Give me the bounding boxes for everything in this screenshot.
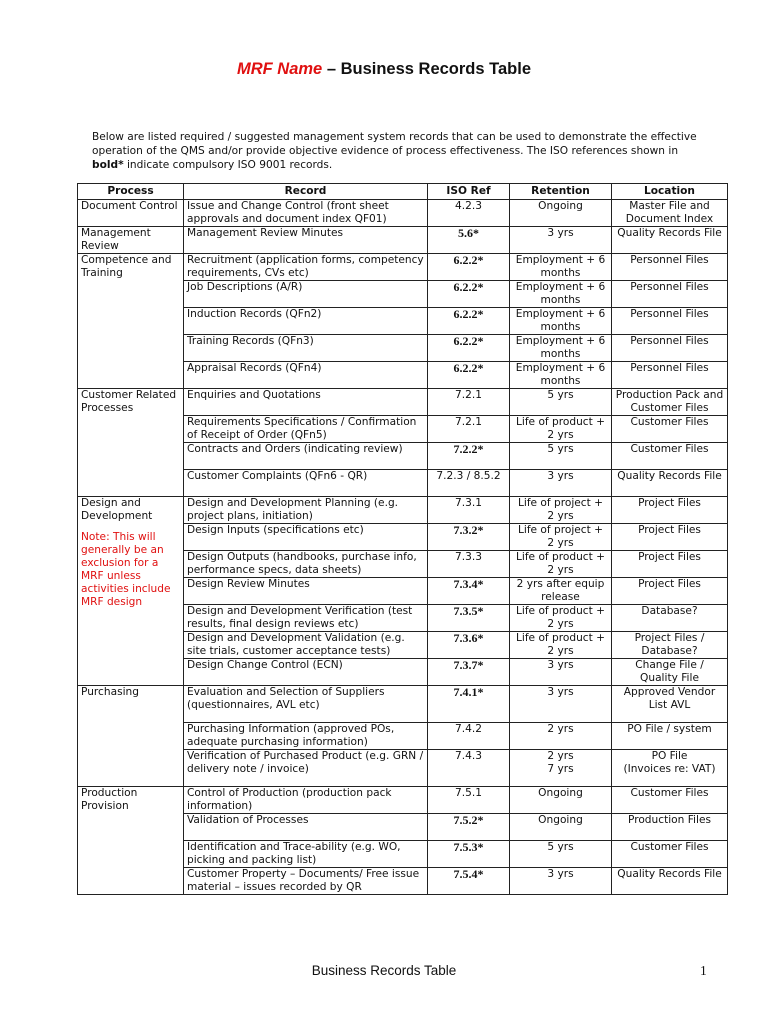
record-cell: Validation of Processes — [184, 814, 428, 841]
location-cell: Quality Records File — [612, 227, 728, 254]
location-cell: Change File / Quality File — [612, 659, 728, 686]
process-cell — [78, 200, 184, 227]
iso-ref-cell: 7.3.6* — [428, 632, 510, 659]
iso-ref-cell: 7.2.1 — [428, 416, 510, 443]
retention-cell: 2 yrs — [510, 723, 612, 750]
retention-cell: 3 yrs — [510, 868, 612, 895]
header-retention: Retention — [510, 184, 612, 200]
header-iso-ref: ISO Ref — [428, 184, 510, 200]
iso-ref-cell: 7.3.7* — [428, 659, 510, 686]
record-cell: Identification and Trace-ability (e.g. WO, picking and packing list) — [184, 841, 428, 868]
location-cell: PO File (Invoices re: VAT) — [612, 750, 728, 787]
iso-ref-cell: 7.2.2* — [428, 443, 510, 470]
iso-ref-cell: 7.3.5* — [428, 605, 510, 632]
record-cell: Induction Records (QFn2) — [184, 308, 428, 335]
retention-cell: 2 yrs after equip release — [510, 578, 612, 605]
record-cell: Customer Complaints (QFn6 - QR) — [184, 470, 428, 497]
process-name: Design and Development — [81, 497, 153, 522]
iso-ref-cell: 7.3.3 — [428, 551, 510, 578]
iso-ref-cell: 7.5.1 — [428, 787, 510, 814]
record-cell: Design and Development Validation (e.g. site trials, customer acceptance tests) — [184, 632, 428, 659]
records-table — [77, 183, 728, 895]
table-row — [78, 200, 728, 227]
location-cell: Project Files — [612, 497, 728, 524]
header-location: Location — [612, 184, 728, 200]
retention-cell: 5 yrs — [510, 443, 612, 470]
location-cell: Approved Vendor List AVL — [612, 686, 728, 723]
table-row — [78, 254, 728, 281]
iso-ref-cell: 6.2.2* — [428, 281, 510, 308]
location-cell: Project Files — [612, 578, 728, 605]
retention-cell: Ongoing — [510, 814, 612, 841]
header-row — [78, 184, 728, 200]
title-suffix: – Business Records Table — [322, 60, 532, 78]
record-cell: Customer Property – Documents/ Free issue material – issues recorded by QR — [184, 868, 428, 895]
process-name: Production Provision — [81, 787, 138, 812]
retention-cell: Employment + 6 months — [510, 335, 612, 362]
process-cell — [78, 497, 184, 686]
mrf-name: MRF Name — [236, 60, 323, 78]
record-cell: Recruitment (application forms, competency requirements, CVs etc) — [184, 254, 428, 281]
record-cell: Requirements Specifications / Confirmation of Receipt of Order (QFn5) — [184, 416, 428, 443]
record-cell: Issue and Change Control (front sheet approvals and document index QF01) — [184, 200, 428, 227]
record-cell: Control of Production (production pack information) — [184, 787, 428, 814]
retention-cell: Employment + 6 months — [510, 362, 612, 389]
location-cell: Master File and Document Index — [612, 200, 728, 227]
retention-cell: Life of product + 2 yrs — [510, 632, 612, 659]
records-body — [78, 200, 728, 895]
table-row — [78, 497, 728, 524]
process-cell — [78, 389, 184, 497]
location-cell: Production Pack and Customer Files — [612, 389, 728, 416]
footer-label: Business Records Table — [311, 963, 457, 978]
table-row — [78, 227, 728, 254]
process-cell — [78, 686, 184, 787]
record-cell: Design and Development Planning (e.g. project plans, initiation) — [184, 497, 428, 524]
iso-ref-cell: 6.2.2* — [428, 308, 510, 335]
retention-cell: 5 yrs — [510, 389, 612, 416]
location-cell: Database? — [612, 605, 728, 632]
location-cell: Personnel Files — [612, 308, 728, 335]
iso-ref-cell: 5.6* — [428, 227, 510, 254]
record-cell: Evaluation and Selection of Suppliers (questionnaires, AVL etc) — [184, 686, 428, 723]
record-cell: Enquiries and Quotations — [184, 389, 428, 416]
table-row — [78, 686, 728, 723]
process-name: Purchasing — [81, 686, 139, 698]
retention-cell: Life of project + 2 yrs — [510, 524, 612, 551]
retention-cell: 2 yrs 7 yrs — [510, 750, 612, 787]
location-cell: Quality Records File — [612, 470, 728, 497]
location-cell: Project Files — [612, 524, 728, 551]
iso-ref-cell: 7.4.3 — [428, 750, 510, 787]
intro-text: Below are listed required / suggested management system records that can be used to demonstrate the effective operation of the QMS and/or provide objective evidence of process effectiveness. The ISO references shown in — [92, 131, 697, 157]
retention-cell: Employment + 6 months — [510, 308, 612, 335]
page-number: 1 — [700, 963, 707, 978]
process-name: Document Control — [81, 200, 178, 212]
record-cell: Management Review Minutes — [184, 227, 428, 254]
iso-ref-cell: 7.5.2* — [428, 814, 510, 841]
iso-ref-cell: 6.2.2* — [428, 335, 510, 362]
iso-ref-cell: 7.2.3 / 8.5.2 — [428, 470, 510, 497]
retention-cell: Life of product + 2 yrs — [510, 416, 612, 443]
retention-cell: Ongoing — [510, 200, 612, 227]
intro-bold: bold* — [92, 159, 124, 171]
location-cell: Project Files / Database? — [612, 632, 728, 659]
record-cell: Design Change Control (ECN) — [184, 659, 428, 686]
iso-ref-cell: 7.4.2 — [428, 723, 510, 750]
location-cell: Customer Files — [612, 787, 728, 814]
retention-cell: 3 yrs — [510, 227, 612, 254]
iso-ref-cell: 7.3.1 — [428, 497, 510, 524]
location-cell: Project Files — [612, 551, 728, 578]
iso-ref-cell: 4.2.3 — [428, 200, 510, 227]
iso-ref-cell: 6.2.2* — [428, 362, 510, 389]
retention-cell: Ongoing — [510, 787, 612, 814]
record-cell: Verification of Purchased Product (e.g. GRN / delivery note / invoice) — [184, 750, 428, 787]
retention-cell: Life of project + 2 yrs — [510, 497, 612, 524]
location-cell: Production Files — [612, 814, 728, 841]
location-cell: Quality Records File — [612, 868, 728, 895]
retention-cell: Life of product + 2 yrs — [510, 605, 612, 632]
location-cell: PO File / system — [612, 723, 728, 750]
iso-ref-cell: 7.3.4* — [428, 578, 510, 605]
retention-cell: 5 yrs — [510, 841, 612, 868]
retention-cell: 3 yrs — [510, 659, 612, 686]
iso-ref-cell: 7.4.1* — [428, 686, 510, 723]
retention-cell: Employment + 6 months — [510, 281, 612, 308]
intro-text-2: indicate compulsory ISO 9001 records. — [123, 159, 333, 171]
exclusion-note: Note: This will generally be an exclusion for a MRF unless activities include MRF design — [81, 531, 171, 608]
iso-ref-cell: 6.2.2* — [428, 254, 510, 281]
intro-paragraph — [92, 130, 702, 172]
record-cell: Design and Development Verification (test results, final design reviews etc) — [184, 605, 428, 632]
record-cell: Training Records (QFn3) — [184, 335, 428, 362]
location-cell: Customer Files — [612, 416, 728, 443]
table-row — [78, 389, 728, 416]
record-cell: Design Review Minutes — [184, 578, 428, 605]
iso-ref-cell: 7.5.4* — [428, 868, 510, 895]
process-cell — [78, 227, 184, 254]
header-record: Record — [184, 184, 428, 200]
location-cell: Customer Files — [612, 841, 728, 868]
record-cell: Job Descriptions (A/R) — [184, 281, 428, 308]
record-cell: Purchasing Information (approved POs, adequate purchasing information) — [184, 723, 428, 750]
retention-cell: Life of product + 2 yrs — [510, 551, 612, 578]
retention-cell: Employment + 6 months — [510, 254, 612, 281]
process-name: Management Review — [81, 227, 151, 252]
table-row — [78, 787, 728, 814]
header-process: Process — [78, 184, 184, 200]
process-cell — [78, 254, 184, 389]
location-cell: Customer Files — [612, 443, 728, 470]
location-cell: Personnel Files — [612, 281, 728, 308]
iso-ref-cell: 7.2.1 — [428, 389, 510, 416]
retention-cell: 3 yrs — [510, 686, 612, 723]
record-cell: Appraisal Records (QFn4) — [184, 362, 428, 389]
process-name: Customer Related Processes — [81, 389, 177, 414]
record-cell: Design Inputs (specifications etc) — [184, 524, 428, 551]
record-cell: Contracts and Orders (indicating review) — [184, 443, 428, 470]
process-cell — [78, 787, 184, 895]
location-cell: Personnel Files — [612, 335, 728, 362]
retention-cell: 3 yrs — [510, 470, 612, 497]
iso-ref-cell: 7.5.3* — [428, 841, 510, 868]
iso-ref-cell: 7.3.2* — [428, 524, 510, 551]
location-cell: Personnel Files — [612, 254, 728, 281]
page-title — [0, 60, 768, 79]
record-cell: Design Outputs (handbooks, purchase info, performance specs, data sheets) — [184, 551, 428, 578]
location-cell: Personnel Files — [612, 362, 728, 389]
process-name: Competence and Training — [81, 254, 172, 279]
